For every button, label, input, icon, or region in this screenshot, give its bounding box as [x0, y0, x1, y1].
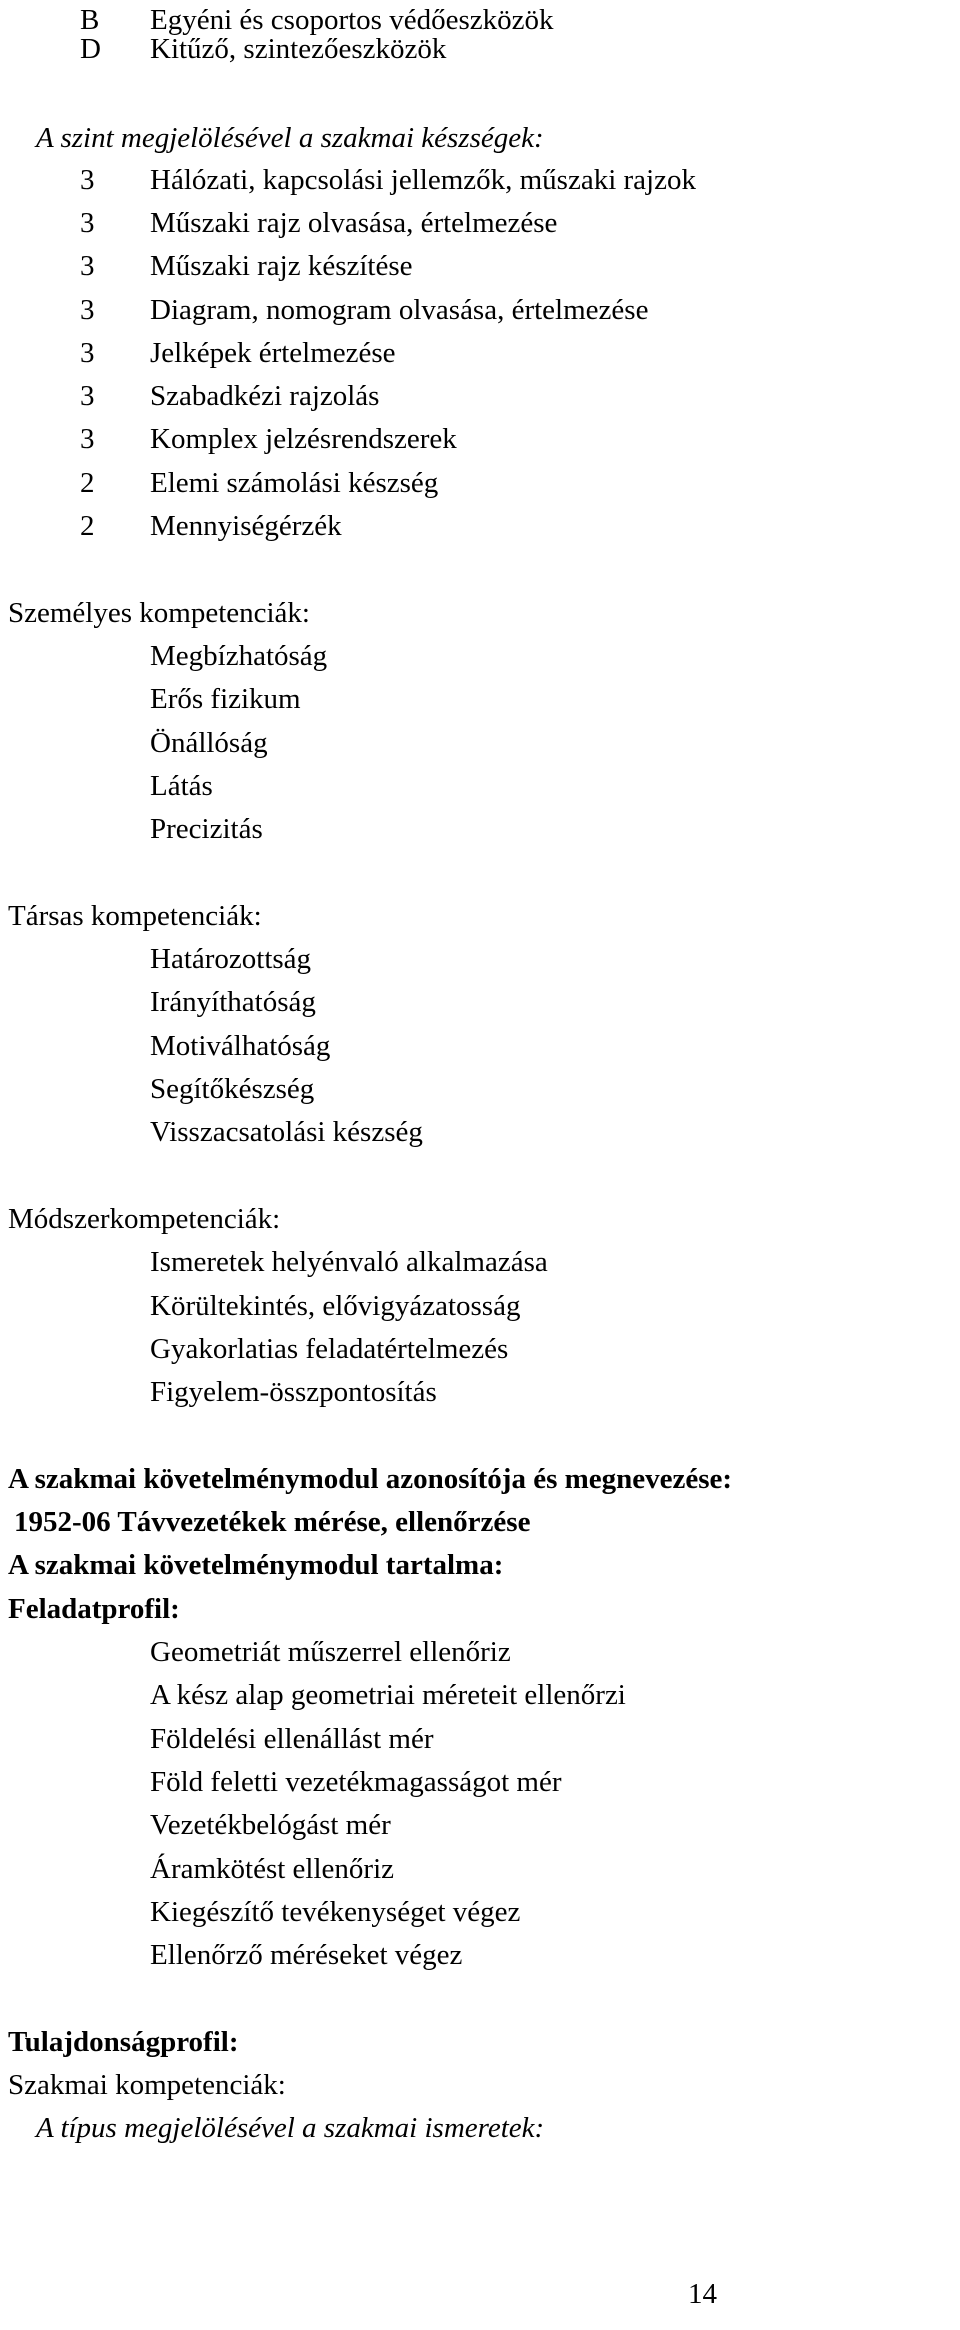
skill-text: Elemi számolási készség: [150, 467, 439, 499]
competence-item: Erős fizikum: [150, 683, 301, 715]
item-code: B: [80, 4, 100, 36]
competence-item: Határozottság: [150, 943, 312, 975]
task-item: Áramkötést ellenőriz: [150, 1853, 394, 1885]
task-item: Geometriát műszerrel ellenőriz: [150, 1636, 511, 1668]
personal-heading: Személyes kompetenciák:: [8, 597, 310, 629]
task-item: Kiegészítő tevékenységet végez: [150, 1896, 521, 1928]
skill-level: 3: [80, 423, 95, 455]
page-number: 14: [688, 2278, 717, 2310]
skill-level: 3: [80, 337, 95, 369]
item-text: Egyéni és csoportos védőeszközök: [150, 4, 554, 36]
skill-text: Műszaki rajz olvasása, értelmezése: [150, 207, 558, 239]
skill-text: Komplex jelzésrendszerek: [150, 423, 457, 455]
skills-heading: A szint megjelölésével a szakmai készségek:: [36, 122, 544, 154]
property-profile-heading: Tulajdonságprofil:: [8, 2026, 239, 2058]
competence-item: Megbízhatóság: [150, 640, 328, 672]
task-item: Ellenőrző méréseket végez: [150, 1939, 463, 1971]
task-profile-heading: Feladatprofil:: [8, 1593, 180, 1625]
competence-item: Látás: [150, 770, 213, 802]
competence-item: Ismeretek helyénvaló alkalmazása: [150, 1246, 548, 1278]
skill-text: Diagram, nomogram olvasása, értelmezése: [150, 294, 649, 326]
competence-item: Visszacsatolási készség: [150, 1116, 423, 1148]
skill-level: 3: [80, 164, 95, 196]
module-id-heading: A szakmai követelménymodul azonosítója és megnevezése:: [8, 1463, 733, 1495]
competence-item: Figyelem-összpontosítás: [150, 1376, 437, 1408]
method-heading: Módszerkompetenciák:: [8, 1203, 281, 1235]
competence-item: Önállóság: [150, 727, 268, 759]
skill-level: 2: [80, 510, 95, 542]
competence-item: Precizitás: [150, 813, 263, 845]
skill-text: Szabadkézi rajzolás: [150, 380, 380, 412]
skill-text: Hálózati, kapcsolási jellemzők, műszaki rajzok: [150, 164, 696, 196]
skill-level: 3: [80, 250, 95, 282]
skill-level: 3: [80, 380, 95, 412]
task-item: A kész alap geometriai méreteit ellenőrzi: [150, 1679, 626, 1711]
skill-level: 3: [80, 207, 95, 239]
competence-item: Gyakorlatias feladatértelmezés: [150, 1333, 509, 1365]
item-code: D: [80, 33, 101, 65]
competence-item: Motiválhatóság: [150, 1030, 331, 1062]
competence-item: Körültekintés, elővigyázatosság: [150, 1290, 521, 1322]
module-id-line: 1952-06 Távvezetékek mérése, ellenőrzése: [14, 1506, 531, 1538]
professional-competences-heading: Szakmai kompetenciák:: [8, 2069, 286, 2101]
skill-text: Jelképek értelmezése: [150, 337, 396, 369]
item-text: Kitűző, szintezőeszközök: [150, 33, 447, 65]
skill-level: 3: [80, 294, 95, 326]
module-content-heading: A szakmai követelménymodul tartalma:: [8, 1549, 504, 1581]
skill-text: Műszaki rajz készítése: [150, 250, 413, 282]
competence-item: Irányíthatóság: [150, 986, 316, 1018]
task-item: Föld feletti vezetékmagasságot mér: [150, 1766, 562, 1798]
skill-level: 2: [80, 467, 95, 499]
competence-item: Segítőkészség: [150, 1073, 315, 1105]
skill-text: Mennyiségérzék: [150, 510, 342, 542]
task-item: Földelési ellenállást mér: [150, 1723, 434, 1755]
social-heading: Társas kompetenciák:: [8, 900, 262, 932]
type-knowledge-heading: A típus megjelölésével a szakmai ismeretek:: [36, 2112, 545, 2144]
task-item: Vezetékbelógást mér: [150, 1809, 391, 1841]
